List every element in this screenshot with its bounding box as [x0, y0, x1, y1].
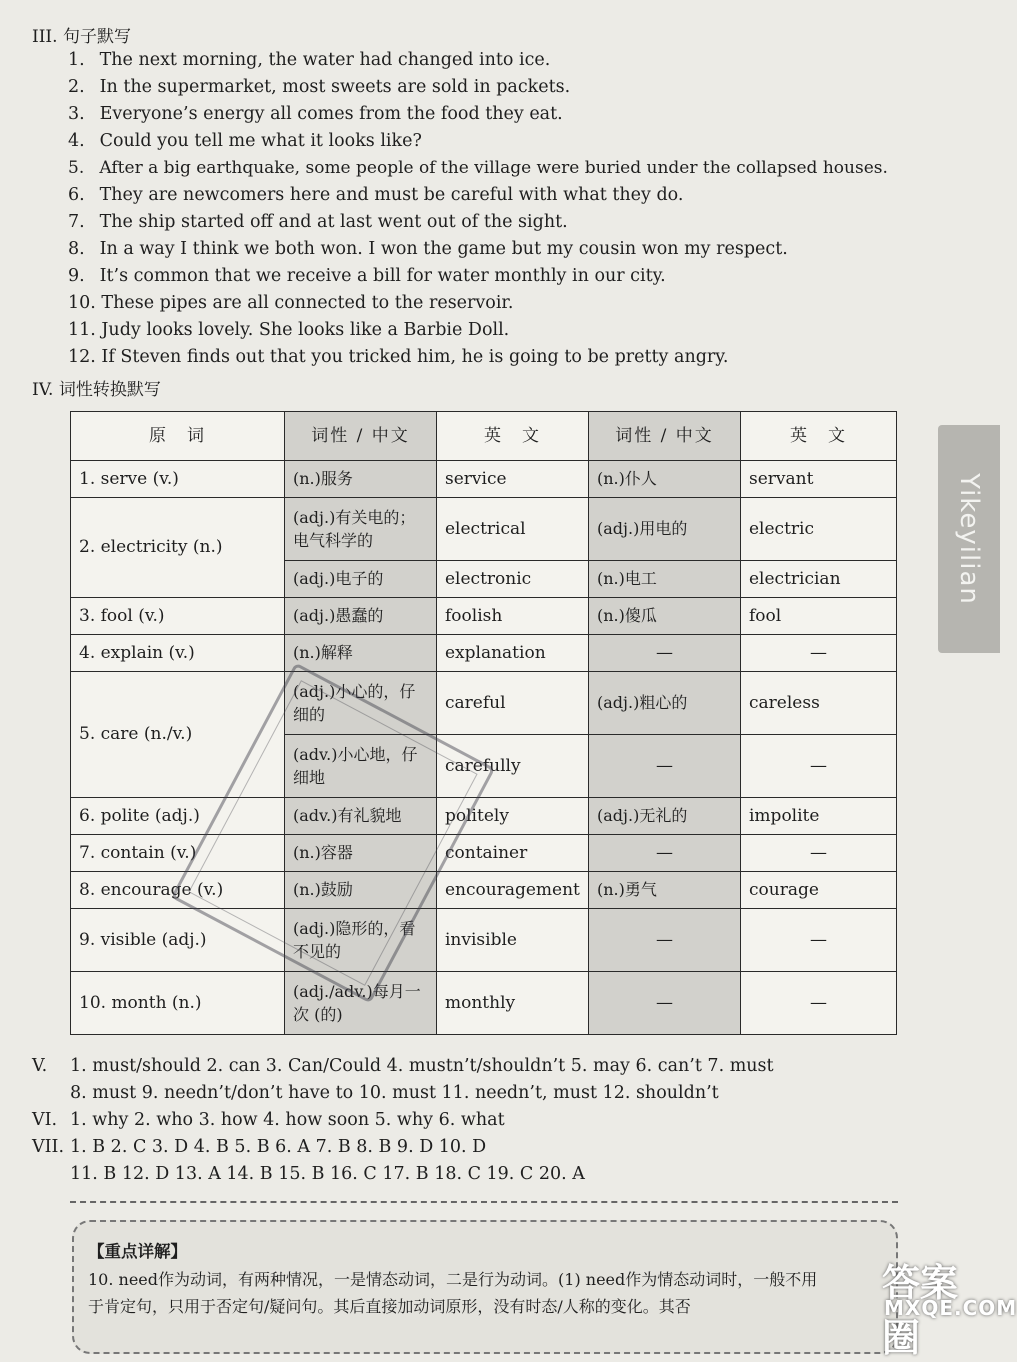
table-row: [71, 909, 897, 972]
table-cell: carefully: [437, 735, 589, 798]
table-cell: (n.)电工: [589, 561, 741, 598]
sentence-number: 12.: [68, 347, 96, 367]
sentence-item: [68, 293, 513, 313]
sentence-text: After a big earthquake, some people of the village were buried under the collapsed houses.: [99, 158, 888, 178]
sentence-text: Judy looks lovely. She looks like a Barbie Doll.: [101, 320, 510, 340]
table-cell: 5. care (n./v.): [71, 672, 285, 798]
table-cell: foolish: [437, 598, 589, 635]
table-cell: servant: [741, 461, 897, 498]
sentence-item: [68, 158, 888, 178]
word-form-table: [70, 411, 897, 1035]
table-cell: container: [437, 835, 589, 872]
section-divider: [70, 1201, 898, 1203]
table-cell: (n.)仆人: [589, 461, 741, 498]
table-cell: (adv.)有礼貌地: [285, 798, 437, 835]
sentence-item: [68, 185, 683, 205]
sentence-number: 11.: [68, 320, 96, 340]
sentence-item: [68, 131, 422, 151]
table-row: [71, 872, 897, 909]
sentence-number: 8.: [68, 239, 85, 259]
sentence-text: It’s common that we receive a bill for water monthly in our city.: [99, 266, 666, 286]
table-cell: (n.)鼓励: [285, 872, 437, 909]
section-7-answers-line-2: 11. B 12. D 13. A 14. B 15. B 16. C 17. B 18. C 19. C 20. A: [70, 1164, 585, 1184]
sentence-number: 2.: [68, 77, 85, 97]
site-watermark: [882, 1252, 1017, 1360]
table-cell: monthly: [437, 972, 589, 1035]
sentence-item: [68, 212, 568, 232]
table-cell: (adj.)小心的，仔细的: [285, 672, 437, 735]
table-row: [71, 635, 897, 672]
sentence-text: In a way I think we both won. I won the game but my cousin won my respect.: [99, 239, 788, 259]
sentence-item: [68, 347, 728, 367]
table-cell: (adj.)电子的: [285, 561, 437, 598]
table-header-row: [71, 412, 897, 461]
sentence-number: 9.: [68, 266, 85, 286]
note-line-1: 10. need作为动词，有两种情况，一是情态动词，二是行为动词。(1) need作为情态动词时，一般不用: [88, 1270, 818, 1289]
sentence-text: In the supermarket, most sweets are sold in packets.: [99, 77, 571, 97]
table-cell: (adj.)粗心的: [589, 672, 741, 735]
table-row: [71, 598, 897, 635]
table-cell: 9. visible (adj.): [71, 909, 285, 972]
table-cell: encouragement: [437, 872, 589, 909]
sentence-item: [68, 266, 666, 286]
sentence-text: These pipes are all connected to the reservoir.: [101, 293, 514, 313]
table-cell: (adv.)小心地，仔细地: [285, 735, 437, 798]
table-cell: 8. encourage (v.): [71, 872, 285, 909]
table-row: [71, 461, 897, 498]
table-cell: 4. explain (v.): [71, 635, 285, 672]
table-row: [71, 498, 897, 561]
sentence-number: 6.: [68, 185, 85, 205]
table-cell: —: [741, 972, 897, 1035]
sentence-text: Everyone’s energy all comes from the food they eat.: [99, 104, 563, 124]
table-cell: 10. month (n.): [71, 972, 285, 1035]
table-cell: —: [589, 735, 741, 798]
section-5-answers-line-2: 8. must 9. needn’t/don’t have to 10. must 11. needn’t, must 12. shouldn’t: [70, 1083, 719, 1103]
table-cell: —: [589, 972, 741, 1035]
table-cell: (n.)勇气: [589, 872, 741, 909]
table-cell: (adj.)有关电的；电气科学的: [285, 498, 437, 561]
table-cell: electrician: [741, 561, 897, 598]
section-6-label: VI.: [32, 1110, 58, 1130]
sentence-item: [68, 50, 550, 70]
table-cell: careless: [741, 672, 897, 735]
table-cell: (n.)解释: [285, 635, 437, 672]
table-cell: 1. serve (v.): [71, 461, 285, 498]
sentence-item: [68, 320, 509, 340]
section-3-heading: III. 句子默写: [32, 27, 131, 47]
sentence-number: 7.: [68, 212, 85, 232]
table-cell: 7. contain (v.): [71, 835, 285, 872]
section-7-answers-line-1: 1. B 2. C 3. D 4. B 5. B 6. A 7. B 8. B 9. D 10. D: [70, 1137, 487, 1157]
table-cell: (adj.)愚蠢的: [285, 598, 437, 635]
table-cell: —: [741, 835, 897, 872]
table-row: [71, 972, 897, 1035]
table-row: [71, 672, 897, 735]
sentence-number: 10.: [68, 293, 96, 313]
table-cell: (adj.)用电的: [589, 498, 741, 561]
sentence-number: 5.: [68, 158, 85, 178]
table-cell: politely: [437, 798, 589, 835]
sentence-text: The next morning, the water had changed into ice.: [99, 50, 551, 70]
table-cell: careful: [437, 672, 589, 735]
watermark-logo-icon: 答案圈: [882, 1261, 959, 1360]
sentence-item: [68, 77, 570, 97]
header-cell: 原 词: [71, 412, 285, 461]
header-cell: 英 文: [741, 412, 897, 461]
sentence-text: If Steven finds out that you tricked him, he is going to be pretty angry.: [101, 347, 729, 367]
sentence-text: The ship started off and at last went out of the sight.: [99, 212, 568, 232]
table-cell: fool: [741, 598, 897, 635]
table-cell: (n.)容器: [285, 835, 437, 872]
section-5-answers-line-1: 1. must/should 2. can 3. Can/Could 4. mustn’t/shouldn’t 5. may 6. can’t 7. must: [70, 1056, 774, 1076]
table-cell: (adj.)隐形的，看不见的: [285, 909, 437, 972]
sentence-item: [68, 239, 788, 259]
table-cell: (adj.)无礼的: [589, 798, 741, 835]
table-cell: —: [589, 835, 741, 872]
section-6-answers: 1. why 2. who 3. how 4. how soon 5. why 6. what: [70, 1110, 505, 1130]
table-cell: electronic: [437, 561, 589, 598]
sentence-item: [68, 104, 563, 124]
table-cell: —: [741, 635, 897, 672]
sentence-number: 1.: [68, 50, 85, 70]
table-cell: —: [741, 909, 897, 972]
sentence-text: Could you tell me what it looks like?: [99, 131, 422, 151]
table-cell: service: [437, 461, 589, 498]
table-cell: —: [589, 635, 741, 672]
watermark-url: MXQE.COM: [884, 1296, 1017, 1320]
sentence-text: They are newcomers here and must be careful with what they do.: [99, 185, 684, 205]
table-cell: electric: [741, 498, 897, 561]
table-cell: 2. electricity (n.): [71, 498, 285, 598]
table-cell: impolite: [741, 798, 897, 835]
table-cell: (n.)傻瓜: [589, 598, 741, 635]
section-7-label: VII.: [32, 1137, 65, 1157]
table-cell: (adj./adv.)每月一次 (的): [285, 972, 437, 1035]
sentence-number: 3.: [68, 104, 85, 124]
table-cell: explanation: [437, 635, 589, 672]
table-cell: invisible: [437, 909, 589, 972]
side-tab: [938, 425, 1000, 653]
table-cell: 3. fool (v.): [71, 598, 285, 635]
table-cell: —: [589, 909, 741, 972]
table-cell: courage: [741, 872, 897, 909]
side-tab-label: Yikeyilian: [954, 473, 984, 605]
table-cell: electrical: [437, 498, 589, 561]
table-cell: (n.)服务: [285, 461, 437, 498]
table-row: [71, 835, 897, 872]
note-title: 【重点详解】: [88, 1242, 187, 1261]
table-cell: —: [741, 735, 897, 798]
section-5-label: V.: [32, 1056, 48, 1076]
table-cell: 6. polite (adj.): [71, 798, 285, 835]
sentence-number: 4.: [68, 131, 85, 151]
table-row: [71, 798, 897, 835]
header-cell: 词性 / 中文: [589, 412, 741, 461]
note-line-2: 于肯定句，只用于否定句/疑问句。其后直接加动词原形，没有时态/人称的变化。其否: [88, 1297, 691, 1316]
header-cell: 词性 / 中文: [285, 412, 437, 461]
section-4-heading: IV. 词性转换默写: [32, 380, 161, 400]
header-cell: 英 文: [437, 412, 589, 461]
